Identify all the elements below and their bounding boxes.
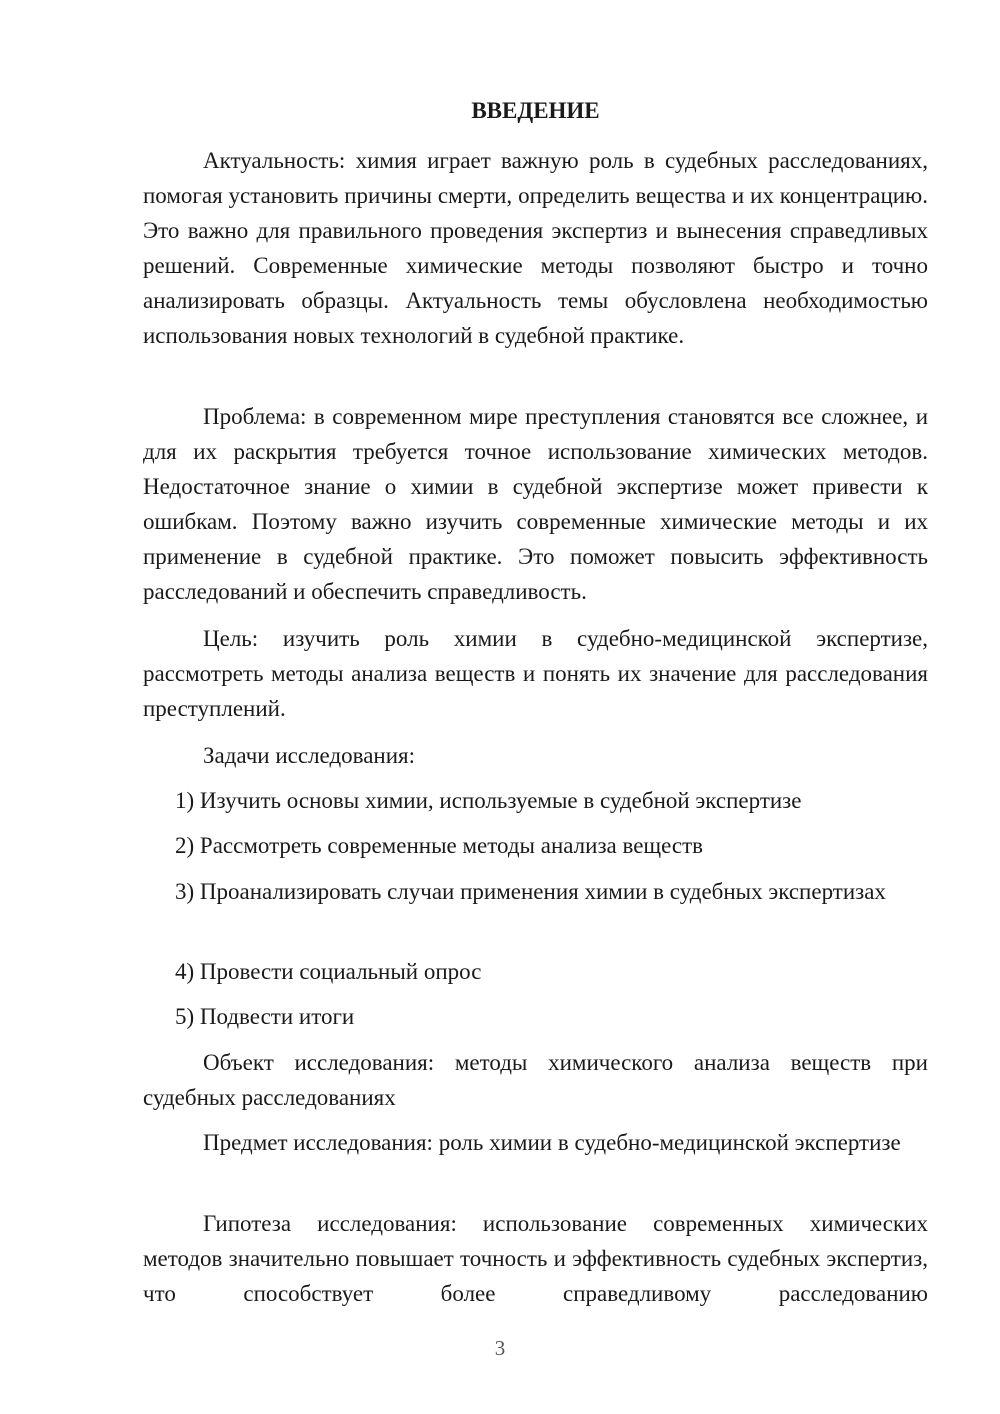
- goal-paragraph: Цель: изучить роль химии в судебно-медицинской экспертизе, рассмотреть методы анализа веществ и понять их значение для расследования преступлений.: [143, 626, 928, 721]
- task-item-2: 2) Рассмотреть современные методы анализа веществ: [175, 833, 704, 858]
- hypothesis-paragraph: Гипотеза исследования: использование современных химических методов значительно повышает точность и эффективность судебных экспертиз, что способствует более справедливому расследованию: [143, 1211, 928, 1306]
- page-number: 3: [494, 1336, 506, 1360]
- page-title: ВВЕДЕНИЕ: [471, 98, 600, 123]
- task-item-3: 3) Проанализировать случаи применения химии в судебных экспертизах: [175, 879, 886, 904]
- task-item-5: 5) Подвести итоги: [175, 1004, 355, 1029]
- task-item-4: 4) Провести социальный опрос: [175, 959, 482, 984]
- task-item-1: 1) Изучить основы химии, используемые в судебной экспертизе: [175, 788, 802, 813]
- subject-paragraph: Предмет исследования: роль химии в судебно-медицинской экспертизе: [203, 1130, 901, 1155]
- relevance-paragraph: Актуальность: химия играет важную роль в судебных расследованиях, помогая установить причины смерти, определить вещества и их концентрацию. Это важно для правильного проведения экспертиз и вынесения справедливых решений. Современные химические методы позволяют быстро и точно анализировать образцы. Актуальность темы обусловлена необходимостью использования новых технологий в судебной практике.: [143, 148, 928, 348]
- tasks-heading: Задачи исследования:: [203, 743, 416, 768]
- problem-paragraph: Проблема: в современном мире преступления становятся все сложнее, и для их раскрытия требуется точное использование химических методов. Недостаточное знание о химии в судебной экспертизе может привести к ошибкам. Поэтому важно изучить современные химические методы и их применение в судебной практике. Это поможет повысить эффективность расследований и обеспечить справедливость.: [143, 404, 928, 604]
- object-paragraph: Объект исследования: методы химического анализа веществ при судебных расследованиях: [143, 1050, 928, 1110]
